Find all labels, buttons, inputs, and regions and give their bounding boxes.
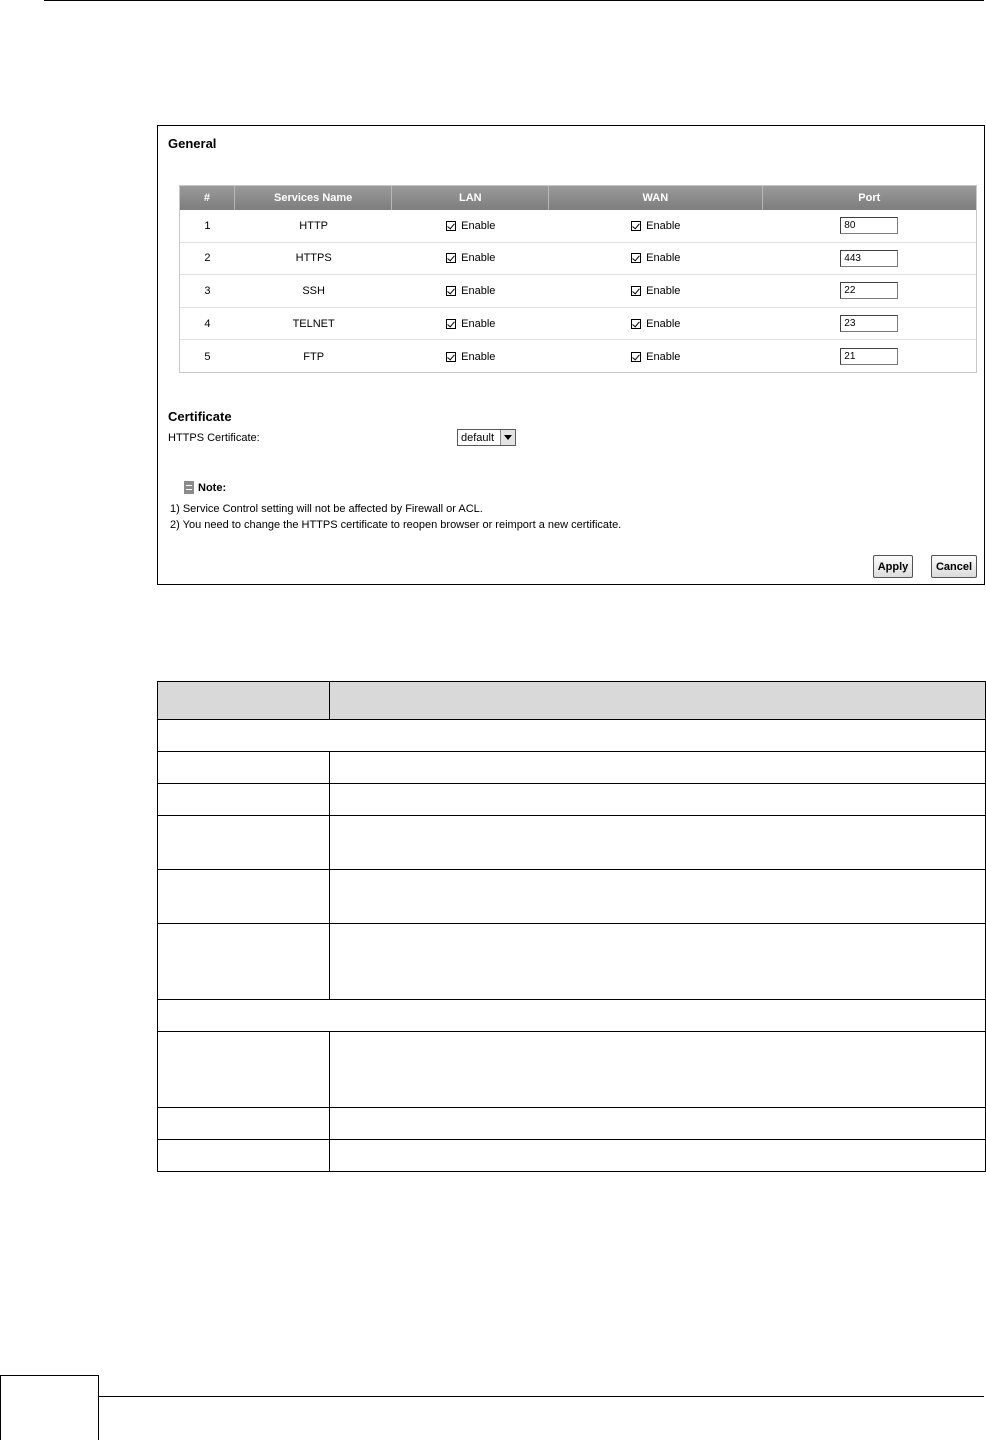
lan-enable-label: Enable	[461, 350, 496, 363]
port-input[interactable]: 443	[840, 250, 898, 267]
col-wan: WAN	[549, 186, 762, 210]
reference-desc-cell	[330, 1140, 986, 1172]
bottom-rule	[99, 1396, 984, 1397]
lan-enable-checkbox[interactable]	[446, 285, 495, 297]
checkbox-checked-icon[interactable]	[446, 221, 456, 231]
port-input[interactable]: 23	[840, 315, 898, 332]
table-row	[158, 720, 986, 752]
lan-enable-checkbox[interactable]	[446, 351, 495, 363]
reference-desc-cell	[330, 870, 986, 924]
port-input[interactable]: 22	[840, 282, 898, 299]
checkbox-checked-icon[interactable]	[631, 221, 641, 231]
reference-section-row	[158, 720, 986, 752]
wan-enable-checkbox[interactable]	[631, 351, 680, 363]
lan-enable-label: Enable	[461, 284, 496, 297]
reference-desc-cell	[330, 1032, 986, 1108]
reference-header-cell-2	[330, 682, 986, 720]
note-line-1: 1) Service Control setting will not be affected by Firewall or ACL.	[170, 503, 483, 515]
lan-enable-label: Enable	[461, 317, 496, 330]
dropdown-arrow-icon[interactable]	[500, 430, 515, 445]
table-row	[180, 243, 976, 276]
table-row	[180, 210, 976, 243]
row-num: 1	[204, 219, 211, 232]
wan-enable-checkbox[interactable]	[631, 220, 680, 232]
checkbox-checked-icon[interactable]	[631, 286, 641, 296]
table-row	[158, 924, 986, 1000]
lan-enable-checkbox[interactable]	[446, 318, 495, 330]
service-control-screen	[157, 125, 985, 585]
port-input[interactable]: 21	[840, 348, 898, 365]
table-row	[158, 1032, 986, 1108]
https-certificate-label: HTTPS Certificate:	[168, 432, 260, 444]
col-lan: LAN	[392, 186, 549, 210]
wan-enable-checkbox[interactable]	[631, 318, 680, 330]
table-row	[158, 1140, 986, 1172]
wan-enable-label: Enable	[646, 219, 681, 232]
note-icon	[184, 481, 194, 494]
wan-enable-label: Enable	[646, 252, 681, 265]
reference-desc-cell	[330, 816, 986, 870]
reference-table-header	[158, 682, 986, 720]
reference-desc-cell	[330, 752, 986, 784]
service-name: TELNET	[292, 317, 335, 330]
lan-enable-label: Enable	[461, 252, 496, 265]
lan-enable-checkbox[interactable]	[446, 252, 495, 264]
reference-desc-cell	[330, 784, 986, 816]
reference-label-cell	[158, 752, 330, 784]
row-num: 4	[204, 317, 211, 330]
row-num: 5	[204, 350, 211, 363]
checkbox-checked-icon[interactable]	[446, 352, 456, 362]
reference-label-cell	[158, 1108, 330, 1140]
table-row	[158, 752, 986, 784]
services-table	[179, 185, 977, 373]
port-input[interactable]: 80	[840, 217, 898, 234]
row-num: 2	[204, 252, 211, 265]
service-name: HTTP	[299, 219, 329, 232]
col-num: #	[180, 186, 235, 210]
general-title: General	[168, 136, 217, 151]
wan-enable-label: Enable	[646, 350, 681, 363]
note-line-2: 2) You need to change the HTTPS certificate to reopen browser or reimport a new certificate.	[170, 519, 622, 531]
reference-label-cell	[158, 784, 330, 816]
note-header	[184, 481, 226, 494]
wan-enable-checkbox[interactable]	[631, 252, 680, 264]
wan-enable-label: Enable	[646, 284, 681, 297]
service-name: HTTPS	[295, 252, 332, 265]
reference-label-cell	[158, 870, 330, 924]
reference-desc-cell	[330, 924, 986, 1000]
lan-enable-checkbox[interactable]	[446, 220, 495, 232]
cancel-button[interactable]: Cancel	[931, 555, 977, 578]
reference-label-cell	[158, 816, 330, 870]
note-title: Note:	[198, 481, 227, 494]
table-row	[158, 1108, 986, 1140]
table-row	[158, 1000, 986, 1032]
reference-section-row	[158, 1000, 986, 1032]
reference-header-cell-1	[158, 682, 330, 720]
services-table-header	[180, 186, 976, 210]
service-name: FTP	[303, 350, 325, 363]
col-port: Port	[858, 192, 881, 204]
table-row	[158, 784, 986, 816]
checkbox-checked-icon[interactable]	[631, 253, 641, 263]
table-row	[158, 816, 986, 870]
https-certificate-value: default	[461, 431, 495, 444]
table-row	[180, 308, 976, 341]
checkbox-checked-icon[interactable]	[446, 319, 456, 329]
certificate-title: Certificate	[168, 409, 232, 424]
wan-enable-checkbox[interactable]	[631, 285, 680, 297]
col-services-name: Services Name	[235, 186, 393, 210]
row-num: 3	[204, 284, 211, 297]
reference-label-cell	[158, 1140, 330, 1172]
page-number-tab	[0, 1375, 99, 1440]
lan-enable-label: Enable	[461, 219, 496, 232]
checkbox-checked-icon[interactable]	[631, 352, 641, 362]
top-rule	[44, 0, 984, 1]
reference-desc-cell	[330, 1108, 986, 1140]
https-certificate-select[interactable]	[457, 429, 516, 446]
checkbox-checked-icon[interactable]	[446, 253, 456, 263]
wan-enable-label: Enable	[646, 317, 681, 330]
reference-table	[157, 681, 986, 1172]
reference-label-cell	[158, 924, 330, 1000]
checkbox-checked-icon[interactable]	[446, 286, 456, 296]
table-row	[180, 275, 976, 308]
reference-label-cell	[158, 1032, 330, 1108]
apply-button[interactable]: Apply	[873, 555, 913, 578]
service-name: SSH	[302, 284, 325, 297]
table-row	[158, 870, 986, 924]
checkbox-checked-icon[interactable]	[631, 319, 641, 329]
table-row	[180, 340, 976, 373]
